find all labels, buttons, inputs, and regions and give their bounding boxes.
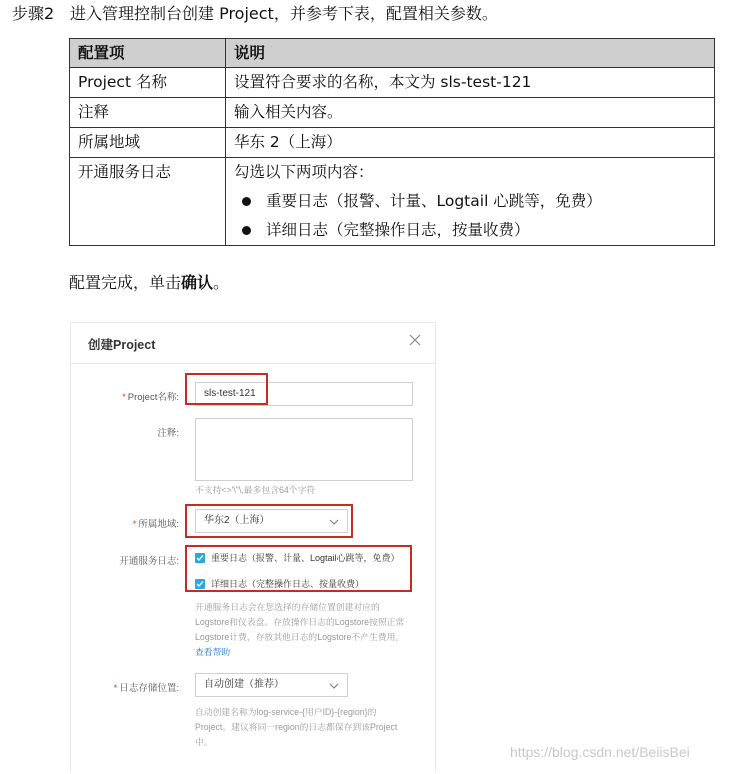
table-cell-key: Project 名称 [70,68,226,98]
table-cell-key: 注释 [70,98,226,128]
important-log-text: 重要日志（报警、计量、Logtail心跳等，免费） [211,553,400,563]
table-cell-value: 设置符合要求的名称，本文为 sls-test-121 [226,68,715,98]
create-project-dialog [70,322,436,771]
dialog-title: 创建Project [88,338,156,352]
highlight-box [185,373,268,405]
table-row [70,98,715,128]
config-table [69,38,715,246]
region-label: * 所属地域: [132,519,179,530]
storage-select[interactable] [195,673,348,697]
table-row [70,158,715,246]
watermark: https://blog.csdn.net/BeiisBei [510,744,690,760]
bullet-item: 重要日志（报警、计量、Logtail 心跳等，免费） [234,187,706,216]
table-header-key: 配置项 [70,39,226,68]
comment-label: 注释: [157,428,179,439]
table-cell-intro: 勾选以下两项内容： [234,163,374,181]
table-cell-key: 开通服务日志 [70,158,226,246]
table-header-row [70,39,715,68]
chevron-down-icon [329,683,339,689]
region-value: 华东2（上海） [204,515,270,526]
highlight-box [185,545,412,592]
table-cell-value: 输入相关内容。 [226,98,715,128]
confirm-keyword: 确认 [181,273,214,292]
dialog-divider [71,363,435,364]
comment-hint: 不支持<>'\"\,最多包含64个字符 [195,485,316,495]
storage-hint: 自动创建名称为log-service-{用户ID}-{region}的 Project。建议将同一region的日志都保存到该Project 中。 [195,707,398,747]
table-cell-value [226,158,715,246]
step-text: 进入管理控制台创建 Project，并参考下表，配置相关参数。 [70,4,498,23]
service-log-label: 开通服务日志: [119,556,179,567]
highlight-box [185,504,353,538]
table-header-desc: 说明 [226,39,715,68]
comment-textarea[interactable] [195,418,413,481]
project-name-label: * Project名称: [122,392,179,403]
help-link[interactable]: 查看帮助 [195,647,231,657]
bullet-item: 详细日志（完整操作日志，按量收费） [234,216,706,245]
close-icon[interactable] [408,333,422,347]
table-cell-value: 华东 2（上海） [226,128,715,158]
confirm-instruction: 配置完成，单击确认。 [69,273,230,292]
storage-value: 自动创建（推荐） [204,679,284,690]
project-name-input[interactable]: sls-test-121 [195,382,413,406]
storage-label: * 日志存储位置: [113,683,179,694]
table-cell-key: 所属地域 [70,128,226,158]
step-heading [12,2,498,26]
detailed-log-text: 详细日志（完整操作日志、按量收费） [211,579,365,589]
table-row [70,68,715,98]
table-row [70,128,715,158]
service-log-hint: 开通服务日志会在您选择的存储位置创建对应的 Logstore和仪表盘。存放操作日志的Logstore按照正常 Logstore计费，存放其他日志的Logstore不产生费用。 查看帮助 [195,600,404,660]
step-number: 步骤2 [12,4,55,23]
